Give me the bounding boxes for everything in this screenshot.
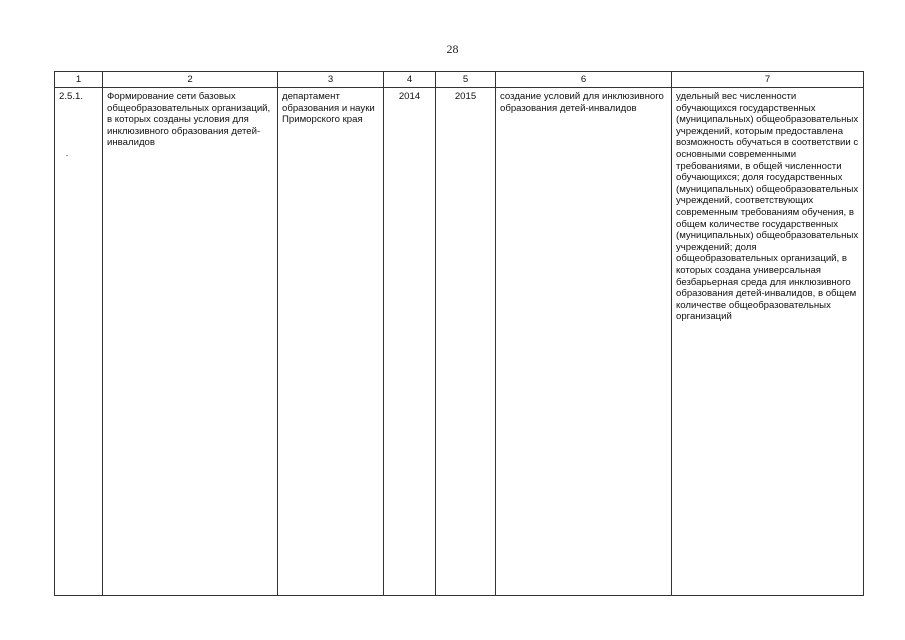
scan-artifact: [66, 155, 68, 156]
column-number-4: 4: [384, 72, 436, 88]
table-row: [55, 88, 864, 596]
measure-executor: департамент образования и науки Приморского края: [278, 88, 384, 596]
measures-table: [54, 71, 864, 596]
measure-end-year: 2015: [436, 88, 496, 596]
column-number-2: 2: [103, 72, 278, 88]
column-number-7: 7: [672, 72, 864, 88]
page-number: 28: [446, 42, 459, 56]
measure-name: Формирование сети базовых общеобразовательных организаций, в которых созданы условия для инклюзивного образования детей-инвалидов: [103, 88, 278, 596]
measure-indicators: удельный вес численности обучающихся государственных (муниципальных) общеобразовательных учреждений, которым предоставлена возможность обучаться в соответствии с основными современными требованиями, в общей численности обучающихся; доля государственных (муниципальных) общеобразовательных учреждений, соответствующих современным требованиям обучения, в общем количестве государственных (муниципальных) общеобразовательных учреждений; доля общеобразовательных организаций, в которых создана универсальная безбарьерная среда для инклюзивного образования детей-инвалидов, в общем количестве общеобразовательных организаций: [672, 88, 864, 596]
table-header-row: [55, 72, 864, 88]
column-number-1: 1: [55, 72, 103, 88]
column-number-5: 5: [436, 72, 496, 88]
measure-start-year: 2014: [384, 88, 436, 596]
column-number-6: 6: [496, 72, 672, 88]
measure-code: 2.5.1.: [55, 88, 103, 596]
measure-result: создание условий для инклюзивного образования детей-инвалидов: [496, 88, 672, 596]
column-number-3: 3: [278, 72, 384, 88]
